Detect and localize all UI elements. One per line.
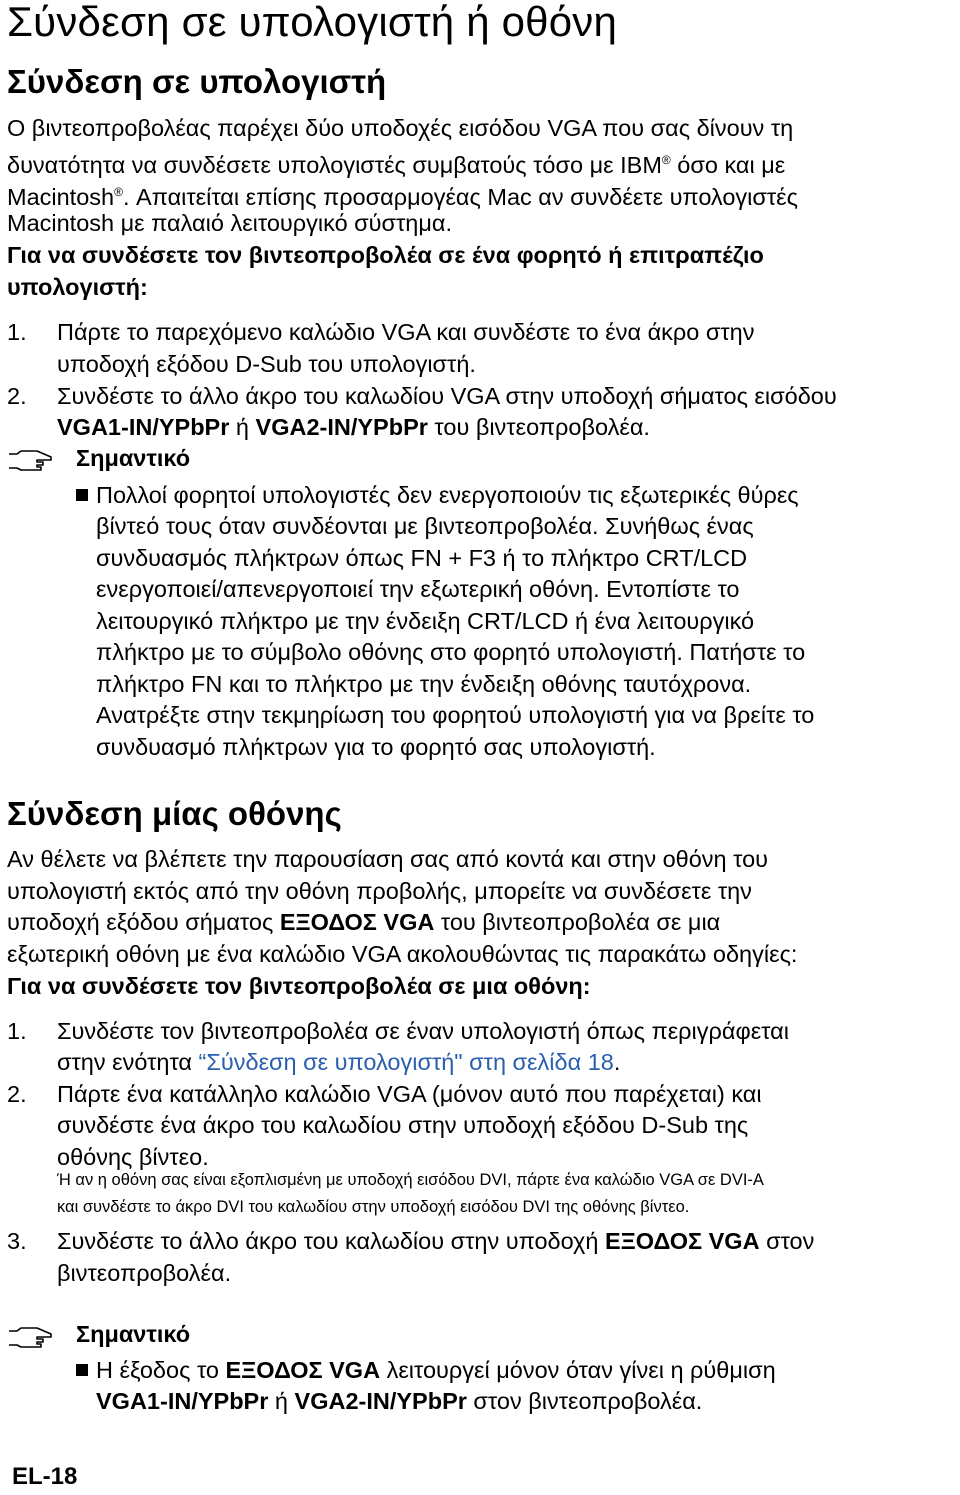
registered-mark: ® [661,153,671,167]
note-title: Σημαντικό [76,445,191,471]
step-text: Συνδέστε τον βιντεοπροβολέα σε έναν υπολογιστή όπως περιγράφεται [57,1018,789,1044]
note-line-7: πλήκτρο FN και το πλήκτρο με την ένδειξη οθόνης ταυτόχρονα. [96,671,752,697]
step-text: Πάρτε το παρεχόμενο καλώδιο VGA και συνδέστε το ένα άκρο στην [57,319,755,345]
step-number: 3. [7,1228,27,1254]
monitor-step-1-line-2: στην ενότητα “Σύνδεση σε υπολογιστή" στη σελίδα 18. [57,1049,621,1075]
intro-line-1: Ο βιντεοπροβολέας παρέχει δύο υποδοχές εισόδου VGA που σας δίνουν τη [7,115,794,141]
step-1-line-2: υποδοχή εξόδου D-Sub του υπολογιστή. [57,351,476,377]
page-title: Σύνδεση σε υπολογιστή ή οθόνη [7,0,618,45]
monitor-intro-line-3: υποδοχή εξόδου σήματος ΕΞΟΔΟΣ VGA του βιντεοπροβολέα σε μια [7,909,721,935]
note-line-9: συνδυασμό πλήκτρων για το φορητό σας υπολογιστή. [96,734,656,760]
lead-line-2: υπολογιστή: [7,274,148,300]
step-text: Συνδέστε το άλλο άκρο του καλωδίου VGA στην υποδοχή σήματος εισόδου [57,383,837,409]
monitor-step-2-line-3: οθόνης βίντεο. [57,1144,209,1170]
step-number: 1. [7,319,27,345]
lead-line-1: Για να συνδέσετε τον βιντεοπροβολέα σε ένα φορητό ή επιτραπέζιο [7,242,764,268]
note2-line-1: Η έξοδος το ΕΞΟΔΟΣ VGA λειτουργεί μόνον όταν γίνει η ρύθμιση [76,1355,776,1387]
note-title: Σημαντικό [76,1321,191,1347]
monitor-step-3-line-2: βιντεοπροβολέα. [57,1260,232,1286]
section-heading-computer: Σύνδεση σε υπολογιστή [7,63,387,100]
note-line-2: βίντεό τους όταν συνδέονται με βιντεοπροβολέα. Συνήθως ένας [96,513,754,539]
dvi-note-line-1: Ή αν η οθόνη σας είναι εξοπλισμένη με υποδοχή εισόδου DVI, πάρτε ένα καλώδιο VGA σε DVI-A [57,1171,764,1189]
monitor-lead: Για να συνδέσετε τον βιντεοπροβολέα σε μια οθόνη: [7,973,591,999]
bullet-square-icon [76,1364,88,1376]
step-text: Πάρτε ένα κατάλληλο καλώδιο VGA (μόνον αυτό που παρέχεται) και [57,1081,762,1107]
monitor-intro-line-1: Αν θέλετε να βλέπετε την παρουσίαση σας από κοντά και στην οθόνη του [7,846,769,872]
intro-line-4: Macintosh με παλαιό λειτουργικό σύστημα. [7,210,453,236]
step-number: 2. [7,1081,27,1107]
note-line-3: συνδυασμός πλήκτρων όπως FN + F3 ή το πλήκτρο CRT/LCD [96,545,748,571]
bullet-square-icon [76,489,88,501]
note-line-4: ενεργοποιεί/απενεργοποιεί την εξωτερική οθόνη. Εντοπίστε το [96,576,740,602]
page-number: EL-18 [12,1463,78,1490]
intro-line-3: Macintosh®. Απαιτείται επίσης προσαρμογέας Mac αν συνδέετε υπολογιστές [7,183,798,210]
note-line-6: πλήκτρο με το σύμβολο οθόνης στο φορητό υπολογιστή. Πατήστε το [96,639,806,665]
pointing-hand-icon [7,1325,53,1351]
step-number: 2. [7,383,27,409]
pointing-hand-icon [7,448,53,474]
monitor-step-2-line-2: συνδέστε ένα άκρο του καλωδίου στην υποδοχή εξόδου D-Sub της [57,1112,749,1138]
step-text: Συνδέστε το άλλο άκρο του καλωδίου στην υποδοχή ΕΞΟΔΟΣ VGA στον [57,1228,815,1254]
note-line-5: λειτουργικό πλήκτρο με την ένδειξη CRT/LCD ή ένα λειτουργικό [96,608,755,634]
dvi-note-line-2: και συνδέστε το άκρο DVI του καλωδίου στην υποδοχή εισόδου DVI της οθόνης βίντεο. [57,1198,690,1216]
note-line-1: Πολλοί φορητοί υπολογιστές δεν ενεργοποιούν τις εξωτερικές θύρες [76,480,799,512]
monitor-intro-line-2: υπολογιστή εκτός από την οθόνη προβολής, μπορείτε να συνδέσετε την [7,878,752,904]
step-number: 1. [7,1018,27,1044]
section-heading-monitor: Σύνδεση μίας οθόνης [7,795,342,832]
step-2-line-2: VGA1-IN/YPbPr ή VGA2-IN/YPbPr του βιντεοπροβολέα. [57,414,650,440]
cross-reference-link[interactable]: “Σύνδεση σε υπολογιστή" στη σελίδα 18 [198,1049,614,1075]
note-line-8: Ανατρέξτε στην τεκμηρίωση του φορητού υπολογιστή για να βρείτε το [96,702,815,728]
intro-line-2: δυνατότητα να συνδέσετε υπολογιστές συμβατούς τόσο με IBM® όσο και με [7,151,786,178]
monitor-intro-line-4: εξωτερική οθόνη με ένα καλώδιο VGA ακολουθώντας τις παρακάτω οδηγίες: [7,941,798,967]
note2-line-2: VGA1-IN/YPbPr ή VGA2-IN/YPbPr στον βιντεοπροβολέα. [96,1388,703,1414]
